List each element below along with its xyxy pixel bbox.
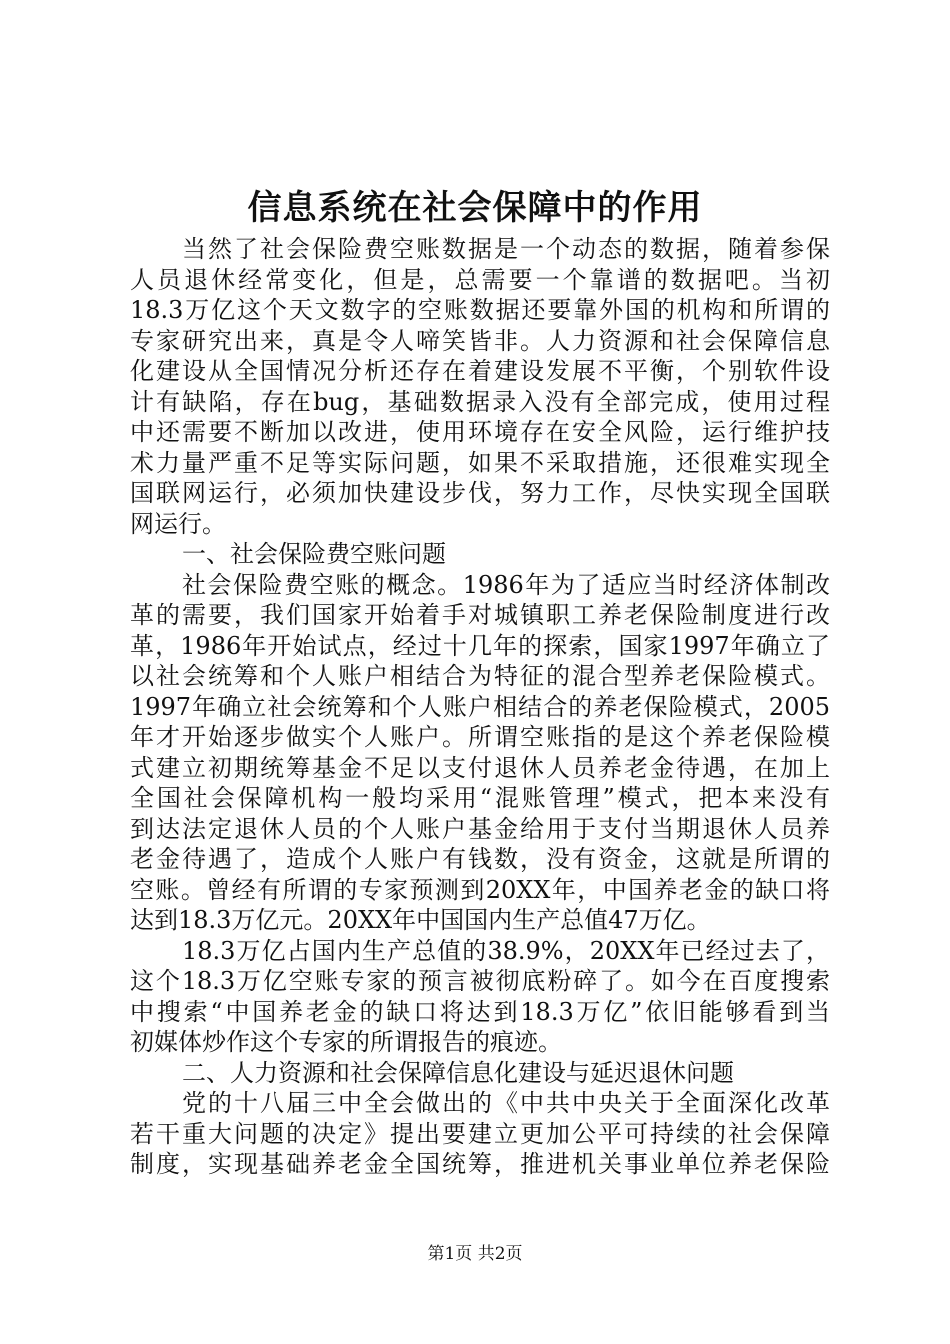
document-body [130, 234, 830, 1180]
body-line: 网运行。 [130, 509, 226, 538]
page-footer: 第1页 共2页 [427, 1244, 523, 1264]
body-line: 社会保险费空账的概念。1986年为了适应当时经济体制改 [182, 570, 830, 599]
body-line: 革，1986年开始试点，经过十几年的探索，国家1997年确立了 [130, 631, 830, 660]
body-line: 党的十八届三中全会做出的《中共中央关于全面深化改革 [182, 1089, 830, 1117]
body-line: 若干重大问题的决定》提出要建立更加公平可持续的社会保障 [130, 1119, 830, 1148]
body-line: 以社会统筹和个人账户相结合为特征的混合型养老保险模式。 [130, 662, 830, 690]
body-line: 空账。曾经有所谓的专家预测到20XX年，中国养老金的缺口将 [130, 875, 830, 904]
body-line: 18.3万亿这个天文数字的空账数据还要靠外国的机构和所谓的 [130, 296, 830, 324]
body-line: 二、人力资源和社会保障信息化建设与延迟退休问题 [182, 1058, 734, 1087]
body-line: 达到18.3万亿元。20XX年中国国内生产总值47万亿。 [130, 906, 711, 934]
body-line: 老金待遇了，造成个人账户有钱数，没有资金，这就是所谓的 [130, 845, 830, 873]
body-line: 式建立初期统筹基金不足以支付退休人员养老金待遇，在加上 [130, 753, 830, 782]
document-title: 信息系统在社会保障中的作用 [247, 188, 703, 228]
body-line: 国联网运行，必须加快建设步伐，努力工作，尽快实现全国联 [130, 479, 830, 507]
body-line: 革的需要，我们国家开始着手对城镇职工养老保险制度进行改 [130, 601, 830, 629]
body-line: 中搜索“中国养老金的缺口将达到18.3万亿”依旧能够看到当 [130, 997, 830, 1026]
body-line: 1997年确立社会统筹和个人账户相结合的养老保险模式，2005 [130, 692, 830, 721]
body-line: 到达法定退休人员的个人账户基金给用于支付当期退休人员养 [130, 814, 830, 843]
body-line: 当然了社会保险费空账数据是一个动态的数据，随着参保 [182, 235, 830, 263]
body-line: 18.3万亿占国内生产总值的38.9%，20XX年已经过去了， [182, 936, 830, 965]
body-line: 初媒体炒作这个专家的所谓报告的痕迹。 [130, 1028, 562, 1056]
body-line: 专家研究出来，真是令人啼笑皆非。人力资源和社会保障信息 [130, 326, 830, 355]
body-line: 中还需要不断加以改进，使用环境存在安全风险，运行维护技 [130, 418, 830, 446]
body-line: 一、社会保险费空账问题 [182, 540, 446, 568]
body-line: 计有缺陷，存在bug，基础数据录入没有全部完成，使用过程 [130, 387, 830, 416]
body-line: 全国社会保障机构一般均采用“混账管理”模式，把本来没有 [130, 784, 830, 812]
body-line: 这个18.3万亿空账专家的预言被彻底粉碎了。如今在百度搜索 [130, 967, 830, 995]
body-line: 化建设从全国情况分析还存在着建设发展不平衡，个别软件设 [130, 357, 830, 385]
body-line: 术力量严重不足等实际问题，如果不采取措施，还很难实现全 [130, 448, 830, 477]
body-line: 年才开始逐步做实个人账户。所谓空账指的是这个养老保险模 [130, 723, 830, 751]
body-line: 制度，实现基础养老金全国统筹，推进机关事业单位养老保险 [130, 1150, 830, 1178]
body-line: 人员退休经常变化，但是，总需要一个靠谱的数据吧。当初 [130, 265, 830, 294]
